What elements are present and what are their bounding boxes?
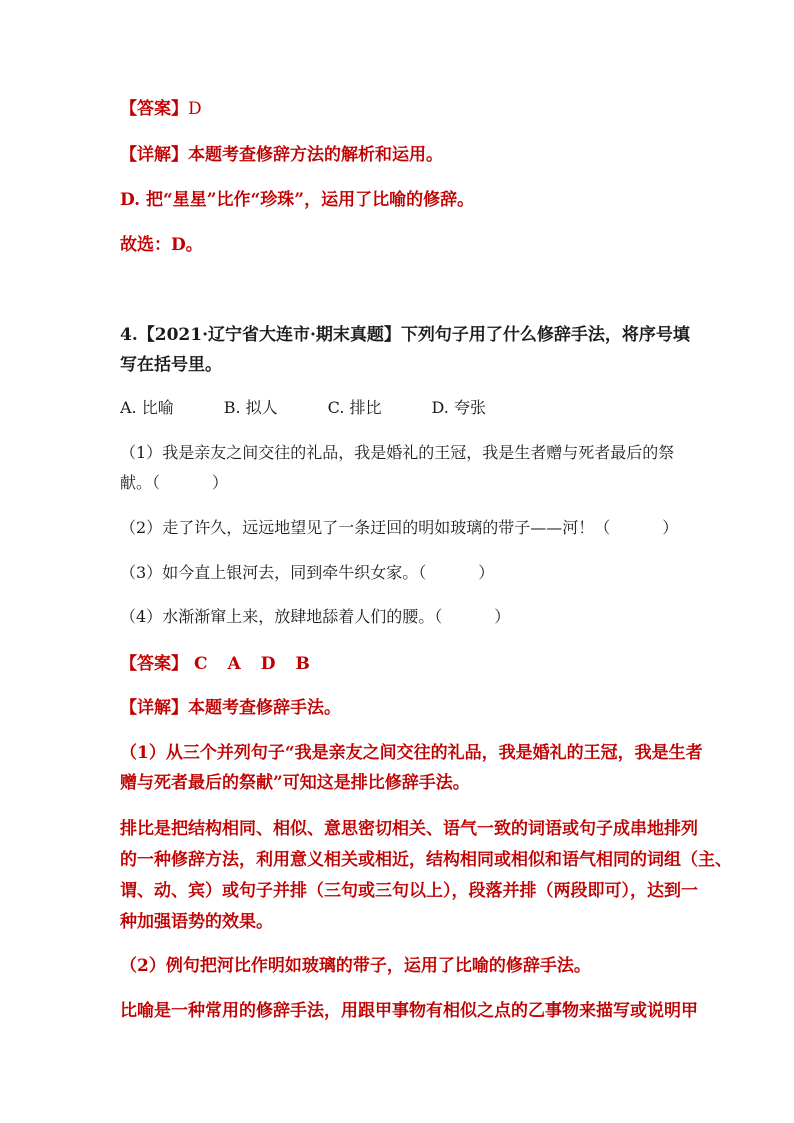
item-1-close: ） bbox=[212, 473, 229, 492]
q4-pb-line2: 的一种修辞方法，利用意义相关或相近，结构相同或相似和语气相同的词组（主、 bbox=[120, 850, 732, 870]
q4-item-1-line1 bbox=[120, 440, 674, 463]
item-1-text: 我是亲友之间交往的礼品，我是婚礼的王冠，我是生者赠与死者最后的祭 bbox=[162, 443, 675, 462]
q4-item-3 bbox=[120, 560, 494, 583]
q4-stem-line1 bbox=[120, 320, 690, 345]
item-4-text: 水渐渐窜上来，放肆地舔着人们的腰。（ bbox=[162, 607, 443, 626]
q4-pb-line1: 排比是把结构相同、相似、意思密切相关、语气一致的词语或句子成串地排列 bbox=[120, 819, 698, 839]
q4-item-1-line2 bbox=[120, 470, 228, 493]
q4-d1-line1: （1）从三个并列句子“我是亲友之间交往的礼品，我是婚礼的王冠，我是生者 bbox=[120, 743, 703, 763]
q3-answer-value: D bbox=[188, 99, 202, 119]
q3-conclusion: 故选：D。 bbox=[120, 235, 203, 255]
q4-answer bbox=[120, 649, 310, 674]
item-4-label: （4） bbox=[120, 607, 163, 626]
item-3-label: （3） bbox=[120, 563, 163, 582]
item-1-label: （1） bbox=[120, 443, 163, 462]
q3-explanation: D. 把“星星”比作“珍珠”，运用了比喻的修辞。 bbox=[120, 190, 475, 210]
answer-3: D bbox=[260, 654, 276, 674]
q4-source: 【2021·辽宁省大连市·期末真题】 bbox=[137, 325, 401, 345]
q4-d2: （2）例句把河比作明如玻璃的带子，运用了比喻的修辞手法。 bbox=[120, 956, 591, 976]
option-b: B. 拟人 bbox=[223, 398, 278, 417]
q4-answer-tag: 【答案】 bbox=[120, 654, 188, 674]
item-3-close: ） bbox=[478, 563, 495, 582]
answer-4: B bbox=[295, 654, 310, 674]
q4-stem-line2: 写在括号里。 bbox=[120, 355, 222, 375]
item-2-text: 走了许久，远远地望见了一条迂回的明如玻璃的带子——河！（ bbox=[162, 518, 611, 537]
item-4-close: ） bbox=[494, 607, 511, 626]
q3-detail bbox=[120, 140, 443, 165]
q4-detail-text: 本题考查修辞手法。 bbox=[188, 698, 341, 718]
q4-detail-tag: 【详解】 bbox=[120, 698, 188, 718]
q3-detail-tag: 【详解】 bbox=[120, 145, 188, 165]
q4-pb-line4: 种加强语势的效果。 bbox=[120, 912, 273, 932]
option-a: A. 比喻 bbox=[120, 398, 174, 417]
q4-stem-text: 下列句子用了什么修辞手法，将序号填 bbox=[400, 325, 690, 345]
q3-answer-tag: 【答案】 bbox=[120, 99, 188, 119]
q4-detail bbox=[120, 693, 341, 718]
answer-1: C bbox=[194, 654, 208, 674]
option-c: C. 排比 bbox=[327, 398, 382, 417]
item-3-text: 如今直上银河去，同到牵牛织女家。（ bbox=[162, 563, 427, 582]
q4-options bbox=[120, 395, 486, 418]
q4-by-line1: 比喻是一种常用的修辞手法，用跟甲事物有相似之点的乙事物来描写或说明甲 bbox=[120, 1001, 698, 1021]
option-d: D. 夸张 bbox=[431, 398, 486, 417]
item-2-close: ） bbox=[662, 518, 679, 537]
answer-2: A bbox=[227, 654, 241, 674]
q4-item-4 bbox=[120, 604, 510, 627]
q4-pb-line3: 谓、动、宾）或句子并排（三句或三句以上），段落并排（两段即可），达到一 bbox=[120, 881, 698, 901]
q4-item-2 bbox=[120, 515, 678, 538]
item-1-text-cont: 献。（ bbox=[120, 473, 161, 492]
item-2-label: （2） bbox=[120, 518, 163, 537]
q4-d1-line2: 赠与死者最后的祭献”可知这是排比修辞手法。 bbox=[120, 773, 470, 793]
q3-answer bbox=[120, 94, 202, 119]
q4-number: 4. bbox=[120, 325, 138, 345]
q3-detail-text: 本题考查修辞方法的解析和运用。 bbox=[188, 145, 443, 165]
